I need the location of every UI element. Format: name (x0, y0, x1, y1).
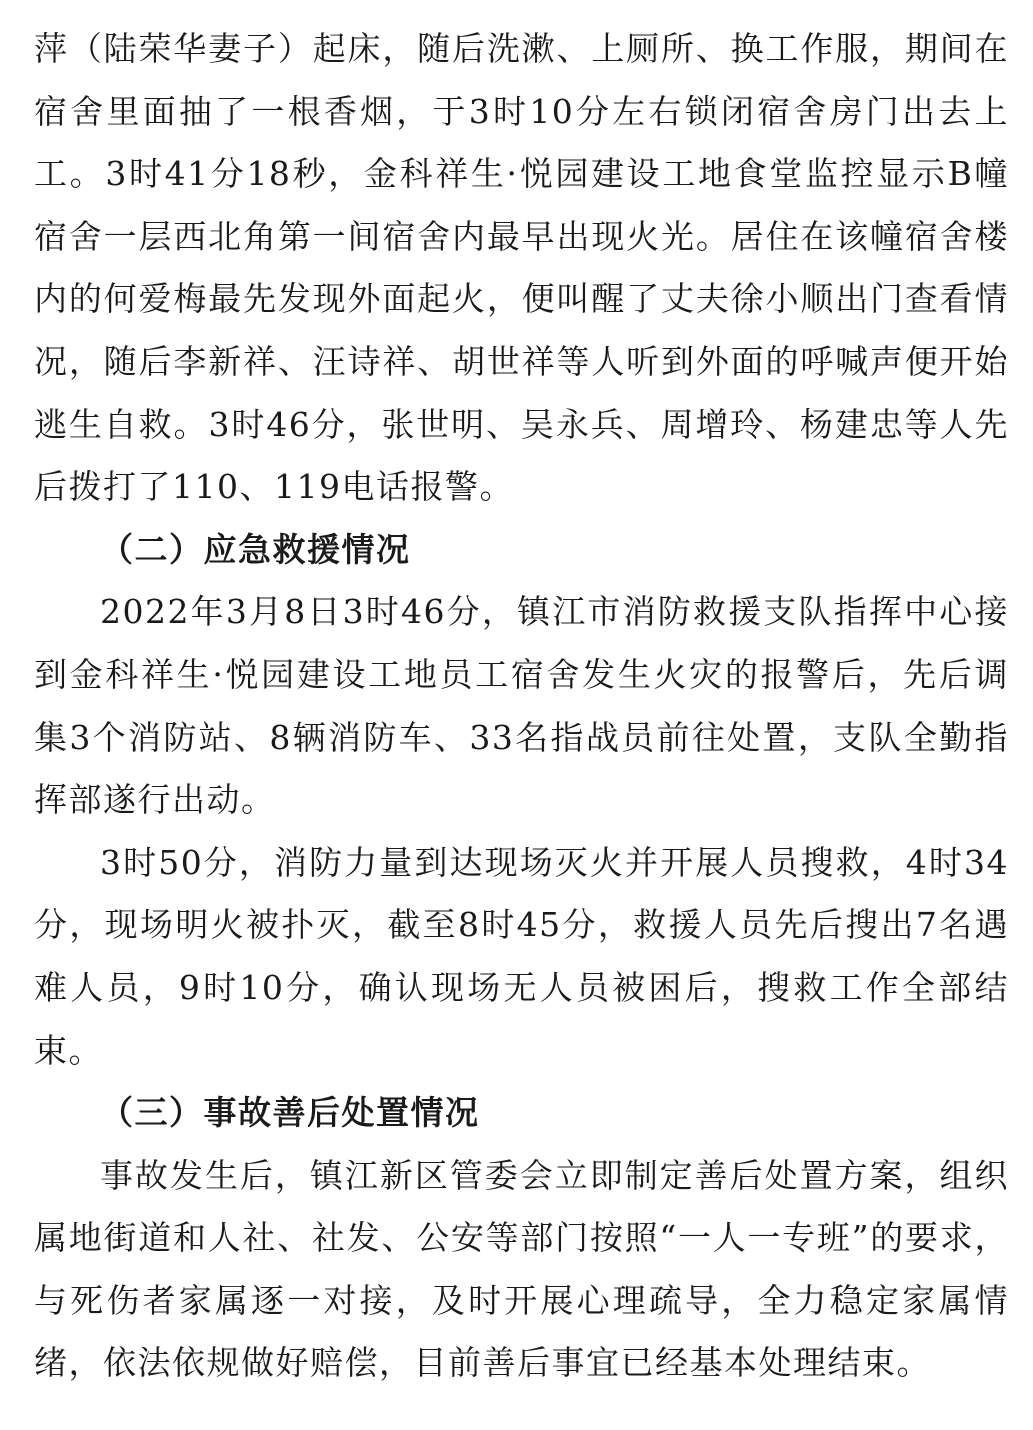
section-heading-emergency-rescue: （二）应急救援情况 (100, 529, 411, 569)
paragraph-incident-timeline: 萍（陆荣华妻子）起床，随后洗漱、上厕所、换工作服，期间在宿舍里面抽了一根香烟，于3时10分左右锁闭宿舍房门出去上工。3时41分18秒，金科祥生·悦园建设工地食堂监控显示B幢宿舍一层西北角第一间宿舍内最早出现火光。居住在该幢宿舍楼内的何爱梅最先发现外面起火，便叫醒了丈夫徐小顺出门查看情况，随后李新祥、汪诗祥、胡世祥等人听到外面的呼喊声便开始逃生自救。3时46分，张世明、吴永兵、周增玲、杨建忠等人先后拨打了110、119电话报警。 (34, 29, 1009, 507)
paragraph-aftermath-handling: 事故发生后，镇江新区管委会立即制定善后处置方案，组织属地街道和人社、社发、公安等部门按照“一人一专班”的要求，与死伤者家属逐一对接，及时开展心理疏导，全力稳定家属情绪，依法依规做好赔偿，目前善后事宜已经基本处理结束。 (34, 1155, 1009, 1383)
paragraph-rescue-dispatch: 2022年3月8日3时46分，镇江市消防救援支队指挥中心接到金科祥生·悦园建设工地员工宿舍发生火灾的报警后，先后调集3个消防站、8辆消防车、33名指战员前往处置，支队全勤指挥部遂行出动。 (34, 592, 1009, 820)
section-heading-aftermath: （三）事故善后处置情况 (100, 1093, 480, 1133)
paragraph-rescue-operation: 3时50分，消防力量到达现场灭火并开展人员搜救，4时34分，现场明火被扑灭，截至8时45分，救援人员先后搜出7名遇难人员，9时10分，确认现场无人员被困后，搜救工作全部结束。 (34, 842, 1009, 1070)
document-page (34, 18, 1009, 1395)
